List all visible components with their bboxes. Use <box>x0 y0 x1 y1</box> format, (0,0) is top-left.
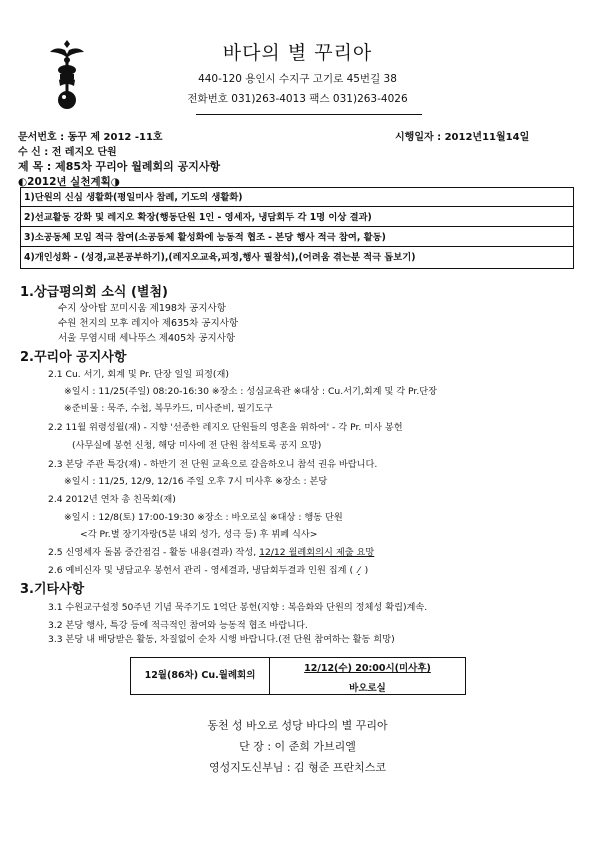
notice-line: ※일시 : 11/25, 12/9, 12/16 주일 오후 7시 미사후 ※장소 : 본당 <box>64 476 328 487</box>
plan-heading: ◐2012년 실천계획◑ <box>18 176 120 188</box>
plan-box <box>20 187 574 269</box>
plan-item: 3)소공동체 모임 적극 참여(소공동체 활성화에 능동적 협조 - 본당 행사 적극 참여, 활동) <box>21 228 573 247</box>
footer-director: 영성지도신부님 : 김 형준 프란치스코 <box>208 761 387 774</box>
plan-item: 1)단원의 신심 생활화(평일미사 참례, 기도의 생활화) <box>21 188 573 207</box>
misc-line: 3.1 수원교구설정 50주년 기념 묵주기도 1억단 봉헌(지향 : 복음화와 단원의 정체성 확립)계속. <box>48 602 428 613</box>
schedule-box <box>130 657 466 695</box>
section1-title: 1.상급평의회 소식 (별첨) <box>20 285 168 300</box>
section1-line: 수지 상아탑 꼬미시움 제198차 공지사항 <box>58 303 226 314</box>
notice-line: (사무실에 봉헌 신청, 해당 미사에 전 단원 참석토록 공지 요망) <box>72 440 322 451</box>
misc-line: 3.2 본당 행사, 특강 등에 적극적인 참여와 능동적 협조 바랍니다. <box>48 620 308 631</box>
org-title: 바다의 별 꾸리아 <box>222 42 373 64</box>
section2-title: 2.꾸리아 공지사항 <box>20 350 127 365</box>
notice-line: 2.1 Cu. 서기, 회계 및 Pr. 단장 일일 피정(재) <box>48 369 229 380</box>
notice-text: 2.6 예비신자 및 냉담교우 봉헌서 관리 - 영세결과, 냉담회두결과 인원 집계 ( <box>48 565 354 576</box>
misc-line: 3.3 본당 내 배당받은 활동, 차질없이 순차 시행 바랍니다.(전 단원 참여하는 활동 희망) <box>48 634 395 645</box>
notice-line <box>48 562 368 576</box>
section1-line: 수원 천지의 모후 레지아 제635차 공지사항 <box>58 318 239 329</box>
section1-line: 서울 무염시태 세나뚜스 제405차 공지사항 <box>58 333 236 344</box>
schedule-datetime <box>270 660 465 694</box>
deadline-text: 12/12 월례회의시 제출 요망 <box>259 547 375 558</box>
issue-date: 시행일자 : 2012년11월14일 <box>395 132 530 143</box>
notice-text: ) <box>364 565 369 576</box>
footer-president: 단 장 : 이 준희 가브리엘 <box>239 740 356 753</box>
recipient: 수 신 : 전 레지오 단원 <box>18 147 117 158</box>
blank-field: ⁄ <box>358 565 360 576</box>
notice-line: <각 Pr.별 장기자랑(5분 내외 성가, 성극 등) 후 뷔페 식사> <box>80 529 318 540</box>
phone-fax: 전화번호 031)263-4013 팩스 031)263-4026 <box>187 93 408 105</box>
header-divider <box>196 114 422 115</box>
address: 440-120 용인시 수지구 고기로 45번길 38 <box>198 73 397 85</box>
plan-item: 4)개인성화 - (성경,교본공부하기),(레지오교육,피정,행사 필참석),(어려움 겪는분 적극 돕보기) <box>24 252 416 263</box>
schedule-label: 12월(86차) Cu.월례회의 <box>131 658 270 694</box>
notice-line: ※일시 : 12/8(토) 17:00-19:30 ※장소 : 바오로실 ※대상 : 행동 단원 <box>64 512 343 523</box>
notice-text: 2.5 신영세자 돌봄 중간점검 - 활동 내용(결과) 작성, <box>48 547 260 558</box>
section3-title: 3.기타사항 <box>20 582 85 597</box>
notice-line: ※일시 : 11/25(주일) 08:20-16:30 ※장소 : 성심교육관 ※대상 : Cu.서기,회계 및 각 Pr.단장 <box>64 386 438 397</box>
notice-line: 2.4 2012년 연차 총 친목회(재) <box>48 494 176 505</box>
doc-number: 문서번호 : 동꾸 제 2012 -11호 <box>18 132 163 143</box>
notice-line <box>48 544 374 558</box>
plan-item: 2)선교활동 강화 및 레지오 확장(행동단원 1인 - 영세자, 냉담회두 각 1명 이상 결과) <box>21 208 573 227</box>
subject: 제 목 : 제85차 꾸리아 월례회의 공지사항 <box>18 160 221 173</box>
notice-line: 2.3 본당 주관 특강(재) - 하반기 전 단원 교육으로 갈음하오니 참석 권유 바랍니다. <box>48 459 378 470</box>
notice-line: 2.2 11월 위령성월(재) - 지향 '선종한 레지오 단원들의 영혼을 위하여' - 각 Pr. 미사 봉헌 <box>48 422 403 433</box>
notice-line: ※준비물 : 묵주, 수첩, 복무카드, 미사준비, 필기도구 <box>64 403 273 414</box>
schedule-time: 12/12(수) 20:00시(미사후) <box>304 663 431 674</box>
footer-church: 동천 성 바오로 성당 바다의 별 꾸리아 <box>207 719 388 732</box>
schedule-place: 바오로실 <box>349 683 386 694</box>
